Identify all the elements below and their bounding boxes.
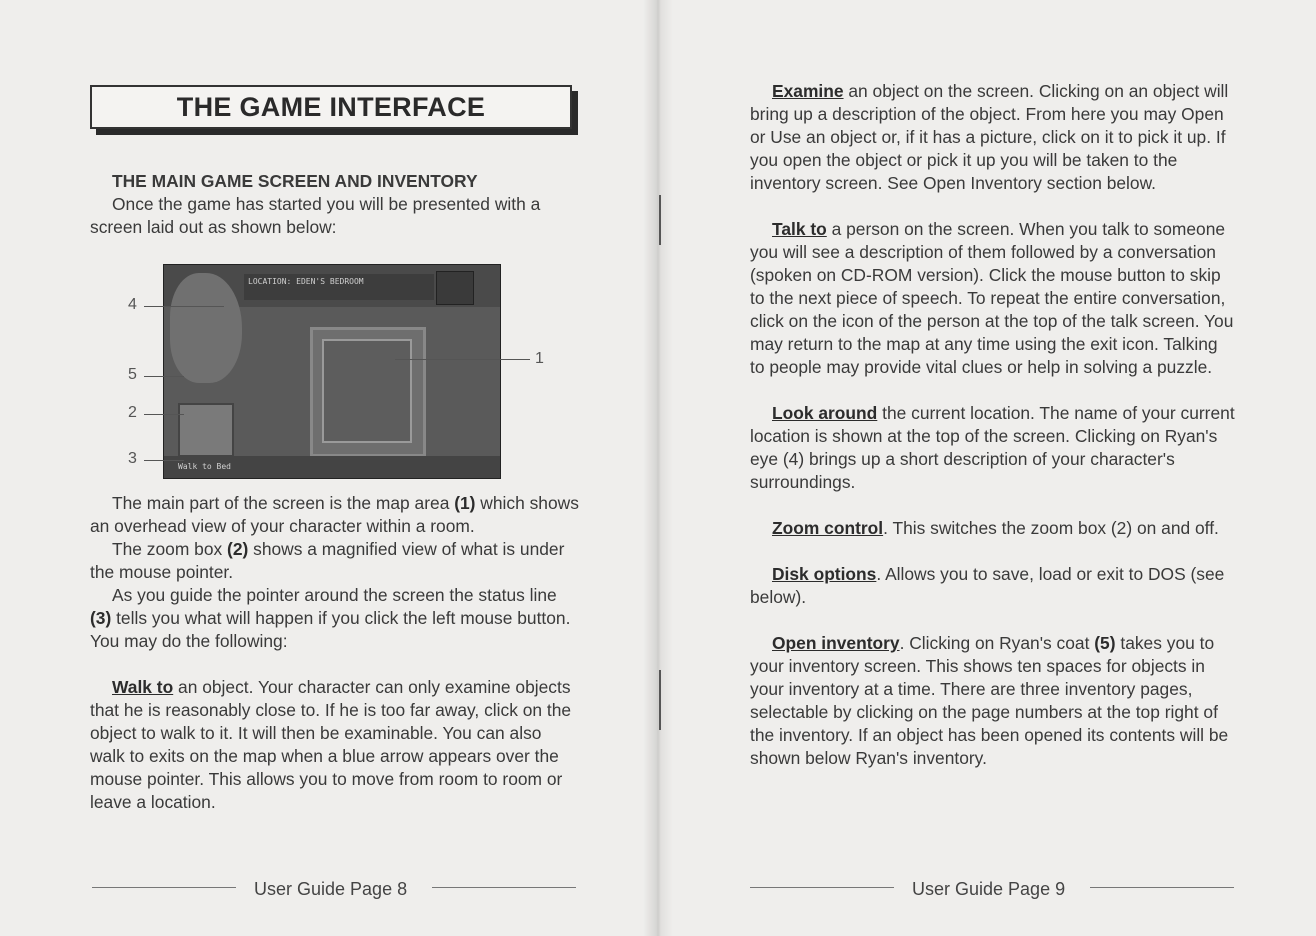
footer-rule-left (750, 887, 894, 888)
icon-panel (436, 271, 474, 305)
page-title: THE GAME INTERFACE (176, 92, 486, 122)
body-block (90, 492, 580, 814)
walk-paragraph: Walk to an object. Your character can only examine objects that he is reasonably close to. If he is too far away, click on the object to walk to it. It will then be examinable. You can also walk to exits on the map when a blue arrow appears over the mouse pointer. This allows you to move from room to room or leave a location. (90, 677, 572, 812)
examine-paragraph: Examine an object on the screen. Clicking on an object will bring up a description of the object. From here you may Open or Use an object or, if it has a picture, click on it to pick it up. If you open the object or pick it up you will be taken to the inventory screen. See Open Inventory section below. (750, 81, 1229, 193)
inventory-paragraph: Open inventory. Clicking on Ryan's coat (5) takes you to your inventory screen. This shows ten spaces for objects in your inventory at a time. There are three inventory pages, selectable by clicking on the page numbers at the top right of the inventory. If an object has been opened its contents will be shown below Ryan's inventory. (750, 633, 1229, 768)
callout-5: 5 (128, 366, 137, 383)
zoom-box (178, 403, 234, 457)
callout-1: 1 (535, 350, 544, 367)
binding-mark (659, 670, 661, 730)
footer-rule-left (92, 887, 236, 888)
right-page (658, 0, 1316, 936)
intro-paragraph: Once the game has started you will be presented with a screen laid out as shown below: (90, 194, 541, 237)
leader-4 (144, 306, 224, 307)
right-body (750, 80, 1236, 770)
map-paragraph: The main part of the screen is the map area (1) which shows an overhead view of your character within a room. (90, 493, 579, 536)
location-label: LOCATION: EDEN'S BEDROOM (244, 274, 434, 300)
zoom-paragraph: The zoom box (2) shows a magnified view of what is under the mouse pointer. (90, 539, 565, 582)
leader-1 (395, 359, 530, 360)
look-paragraph: Look around the current location. The name of your current location is shown at the top of the screen. Clicking on Ryan's eye (4) brings up a short description of your character's surroundings. (750, 403, 1235, 492)
section-heading: THE MAIN GAME SCREEN AND INVENTORY (112, 171, 478, 191)
leader-3 (144, 460, 184, 461)
leader-2 (144, 414, 184, 415)
zoom-control-paragraph: Zoom control. This switches the zoom box (2) on and off. (772, 518, 1219, 538)
disk-options-paragraph: Disk options. Allows you to save, load or exit to DOS (see below). (750, 564, 1225, 607)
footer-rule-right (432, 887, 576, 888)
callout-4: 4 (128, 296, 137, 313)
map-room (322, 339, 412, 443)
status-paragraph: As you guide the pointer around the screen the status line (3) tells you what will happen if you click the left mouse button. You may do the following: (90, 585, 571, 651)
status-line: Walk to Bed (164, 456, 500, 478)
footer-rule-right (1090, 887, 1234, 888)
page-number-8: User Guide Page 8 (254, 879, 408, 899)
ryan-portrait (170, 273, 242, 383)
book-gutter (643, 0, 673, 936)
title-box (90, 85, 572, 129)
callout-2: 2 (128, 404, 137, 421)
talk-paragraph: Talk to a person on the screen. When you talk to someone you will see a description of them followed by a conversation (spoken on CD-ROM version). Click the mouse button to skip to the next piece of speech. To repeat the entire conversation, click on the icon of the person at the top of the talk screen. You may return to the map at any time using the exit icon. Talking to people may provide vital clues or help in solving a puzzle. (750, 219, 1234, 377)
callout-3: 3 (128, 450, 137, 467)
page-number-9: User Guide Page 9 (912, 879, 1066, 899)
game-screenshot (163, 264, 501, 479)
walk-to-keyword: Walk to (112, 677, 174, 697)
leader-5 (144, 376, 184, 377)
intro-block (90, 170, 580, 239)
binding-mark (659, 195, 661, 245)
